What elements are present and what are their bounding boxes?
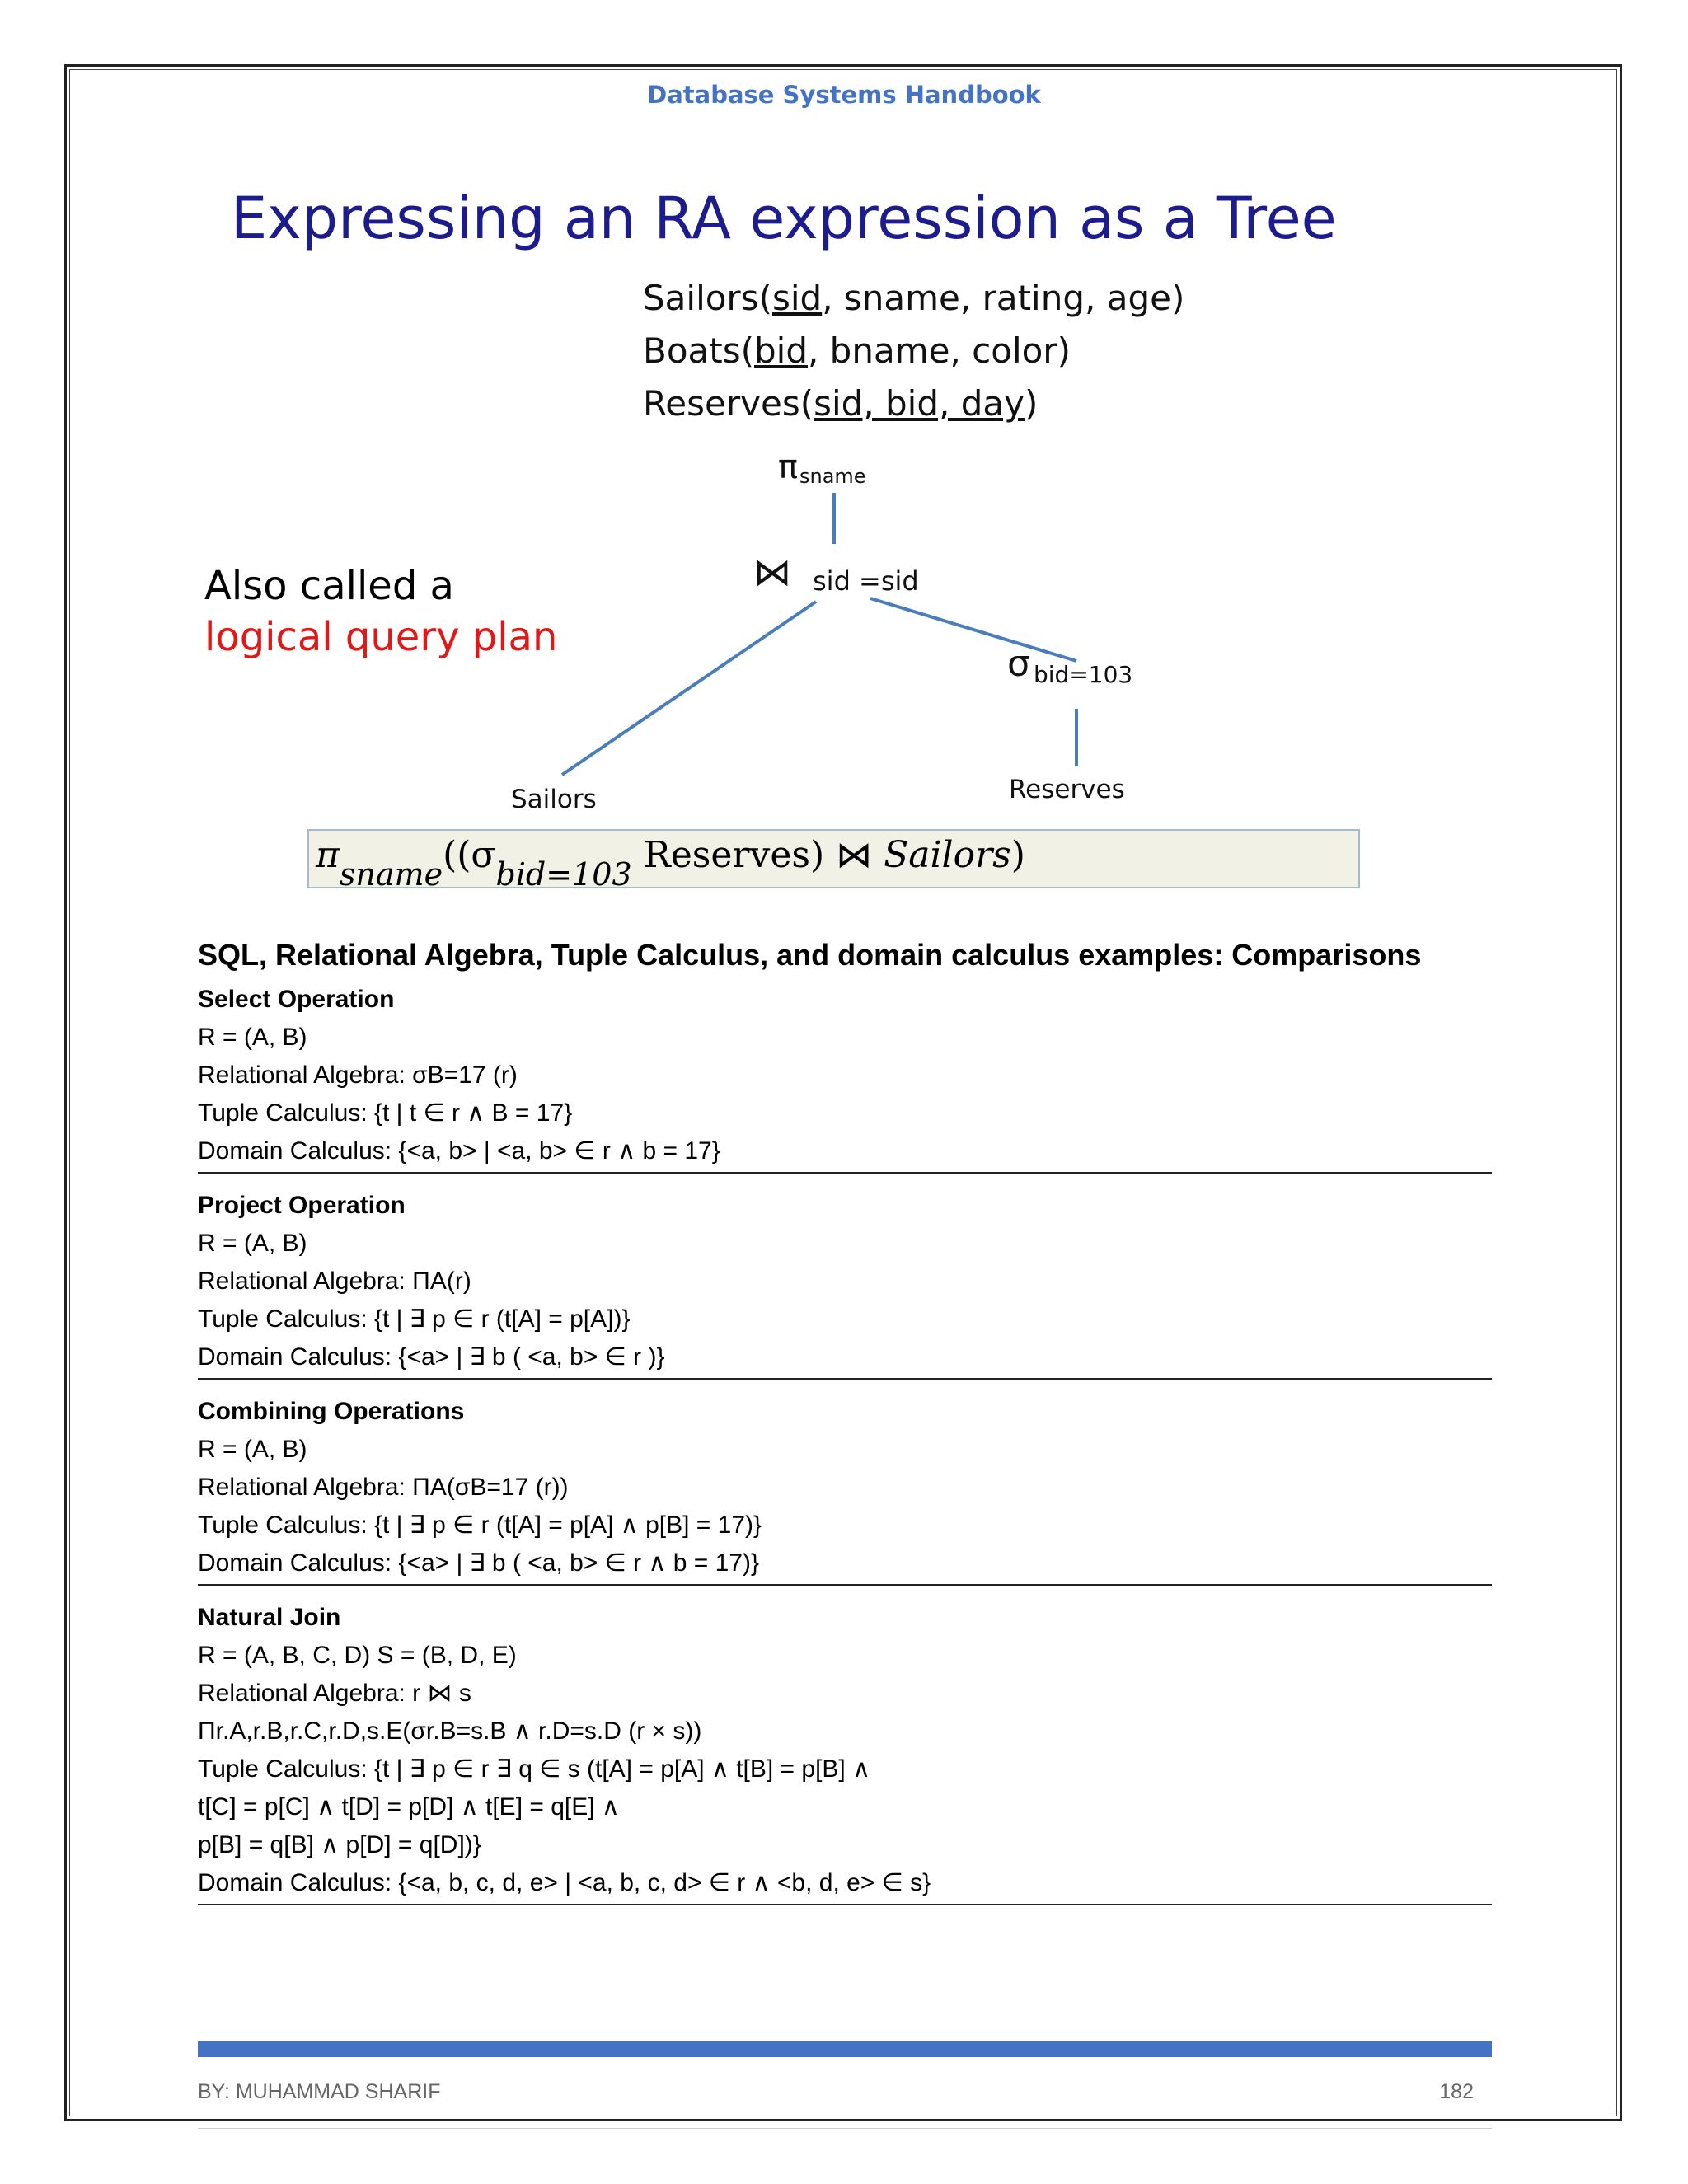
join-node-sub: sid =sid [813,565,919,597]
ra-join: ⋈ [836,834,873,876]
schema-key: sid, bid, day [814,383,1025,424]
project-node-symbol: π [778,448,799,486]
block-title: Select Operation [198,986,395,1013]
caption-line-2: logical query plan [204,614,558,660]
block-line: R = (A, B) [198,1436,307,1463]
block-line: R = (A, B, C, D) S = (B, D, E) [198,1642,517,1669]
caption-line-1: Also called a [204,563,454,609]
ra-reserves: Reserves) [643,834,825,876]
block-line: Domain Calculus: {<a, b, c, d, e> | <a, b, c, d> ∈ r ∧ <b, d, e> ∈ s} [198,1869,931,1896]
ra-open: ((σ [443,834,496,876]
block-line: R = (A, B) [198,1024,307,1051]
ra-pi: π [316,834,340,876]
leaf-sailors: Sailors [511,785,597,814]
schema-reserves: Reserves(sid, bid, day) [643,383,1039,424]
ra-close: ) [1010,834,1025,876]
block-select [198,981,1492,1174]
block-combining [198,1393,1492,1586]
block-title: Project Operation [198,1192,406,1219]
edge-join-select [870,598,1076,661]
block-line: Relational Algebra: σB=17 (r) [198,1062,518,1089]
block-line: Tuple Calculus: {t | t ∈ r ∧ B = 17} [198,1099,573,1127]
ra-sailors: Sailors [884,834,1011,876]
footer-rule [198,2128,1492,2129]
join-node-symbol: ⋈ [753,550,791,594]
running-header: Database Systems Handbook [647,81,1041,109]
block-line: Relational Algebra: ΠA(σB=17 (r)) [198,1474,569,1501]
block-line: Relational Algebra: ΠA(r) [198,1268,471,1295]
slide-title: Expressing an RA expression as a Tree [231,185,1337,252]
select-node-sub: bid=103 [1034,661,1133,688]
block-title: Natural Join [198,1604,341,1631]
block-line: R = (A, B) [198,1230,307,1257]
footer-bar [198,2041,1492,2057]
section-heading: SQL, Relational Algebra, Tuple Calculus, and domain calculus examples: Comparisons [198,938,1422,972]
footer-author: BY: MUHAMMAD SHARIF [198,2080,441,2103]
comparison-blocks [198,981,1492,1919]
block-line: Domain Calculus: {<a> | ∃ b ( <a, b> ∈ r )} [198,1343,665,1371]
select-node-symbol: σ [1007,643,1030,685]
block-line: t[C] = p[C] ∧ t[D] = p[D] ∧ t[E] = q[E] ∧ [198,1793,620,1821]
ra-pi-sub: sname [339,856,443,893]
block-natural-join [198,1599,1492,1905]
block-line: Tuple Calculus: {t | ∃ p ∈ r (t[A] = p[A] ∧ p[B] = 17)} [198,1511,762,1539]
ra-expression-box [307,829,1360,893]
schema-key: sid [771,278,823,318]
schema-boats: Boats(bid, bname, color) [643,330,1071,371]
block-line: Tuple Calculus: {t | ∃ p ∈ r ∃ q ∈ s (t[A] = p[A] ∧ t[B] = p[B] ∧ [198,1755,871,1783]
query-tree-diagram [0,0,1688,907]
block-line: Relational Algebra: r ⋈ s [198,1680,471,1707]
block-line: Domain Calculus: {<a> | ∃ b ( <a, b> ∈ r ∧ b = 17)} [198,1549,760,1577]
block-title: Combining Operations [198,1398,465,1425]
block-line: Πr.A,r.B,r.C,r.D,s.E(σr.B=s.B ∧ r.D=s.D (r × s)) [198,1718,702,1745]
block-line: Tuple Calculus: {t | ∃ p ∈ r (t[A] = p[A])} [198,1305,631,1333]
leaf-reserves: Reserves [1009,775,1125,804]
schema-sailors: Sailors(sid, sname, rating, age) [643,278,1185,318]
ra-sigma-sub: bid=103 [495,856,632,893]
block-line: p[B] = q[B] ∧ p[D] = q[D])} [198,1831,481,1858]
project-node-sub: sname [799,465,866,488]
block-line: Domain Calculus: {<a, b> | <a, b> ∈ r ∧ b = 17} [198,1137,720,1165]
page-number: 182 [1439,2080,1474,2103]
schema-key: bid [753,330,808,371]
edge-join-sailors [562,602,816,775]
block-project [198,1187,1492,1380]
